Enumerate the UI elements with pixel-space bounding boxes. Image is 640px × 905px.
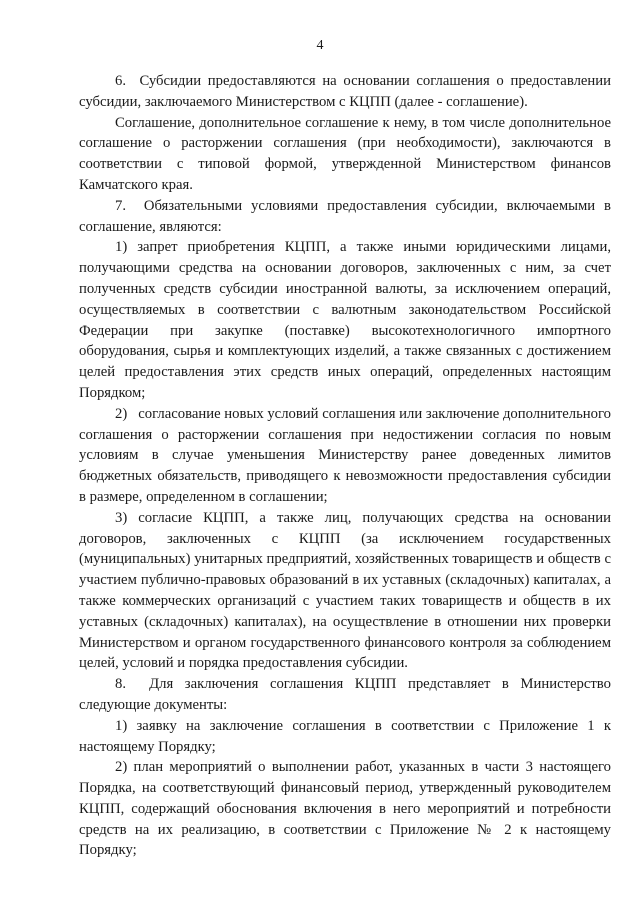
- paragraph-6-subsidy-basis: 6. Субсидии предоставляются на основании соглашения о предоставлении субсидии, заключаемого Министерством с КЦПП (далее - соглашение).: [79, 73, 611, 110]
- paragraph-condition-3-inspection-consent: 3) согласие КЦПП, а также лиц, получающих средства на основании договоров, заключенных с КЦПП (за исключением государственных (муниципальных) унитарных предприятий, хозяйственных товариществ и обществ с участием публично-правовых образований в их уставных (складочных) капиталах, а также коммерческих организаций с участием таких товариществ и обществ в их уставных (складочных) капиталах), на осуществление в отношении них проверки Министерством и органом государственного финансового контроля за соблюдением целей, условий и порядка предоставления субсидии.: [79, 509, 611, 672]
- paragraph-7-mandatory-conditions: 7. Обязательными условиями предоставления субсидии, включаемыми в соглашение, являются:: [79, 197, 611, 235]
- paragraph-condition-2-new-terms: 2) согласование новых условий соглашения или заключение дополнительного соглашения о расторжении соглашения при недостижении согласия по новым условиям в случае уменьшения Министерству ранее доведенных лимитов бюджетных обязательств, приводящего к невозможности предоставления субсидии в размере, определенном в соглашении;: [79, 405, 611, 505]
- paragraph-agreement-form: Соглашение, дополнительное соглашение к нему, в том числе дополнительное соглашение о расторжении соглашения (при необходимости), заключаются в соответствии с типовой формой, утвержденной Министерством финансов Камчатского края.: [79, 114, 611, 193]
- page-number: 4: [316, 38, 324, 53]
- paragraph-8-required-documents: 8. Для заключения соглашения КЦПП представляет в Министерство следующие документы:: [79, 676, 611, 713]
- paragraph-condition-1-currency-ban: 1) запрет приобретения КЦПП, а также иными юридическими лицами, получающими средства на основании договоров, заключенных с ним, за счет полученных средств субсидии иностранной валюты, за исключением операций, осуществляемых в соответствии с валютным законодательством Российской Федерации при закупке (поставке) высокотехнологичного импортного оборудования, сырья и комплектующих изделий, а также связанных с достижением целей предоставления этих средств иных операций, определенных настоящим Порядком;: [79, 239, 611, 401]
- document-body: [79, 71, 611, 861]
- paragraph-document-2-work-plan: 2) план мероприятий о выполнении работ, указанных в части 3 настоящего Порядка, на соответствующий финансовый период, утвержденный руководителем КЦПП, содержащий обоснования включения в него мероприятий и потребности средств на их реализацию, в соответствии с Приложение № 2 к настоящему Порядку;: [79, 759, 611, 859]
- paragraph-document-1-application: 1) заявку на заключение соглашения в соответствии с Приложение 1 к настоящему Порядку;: [79, 717, 611, 755]
